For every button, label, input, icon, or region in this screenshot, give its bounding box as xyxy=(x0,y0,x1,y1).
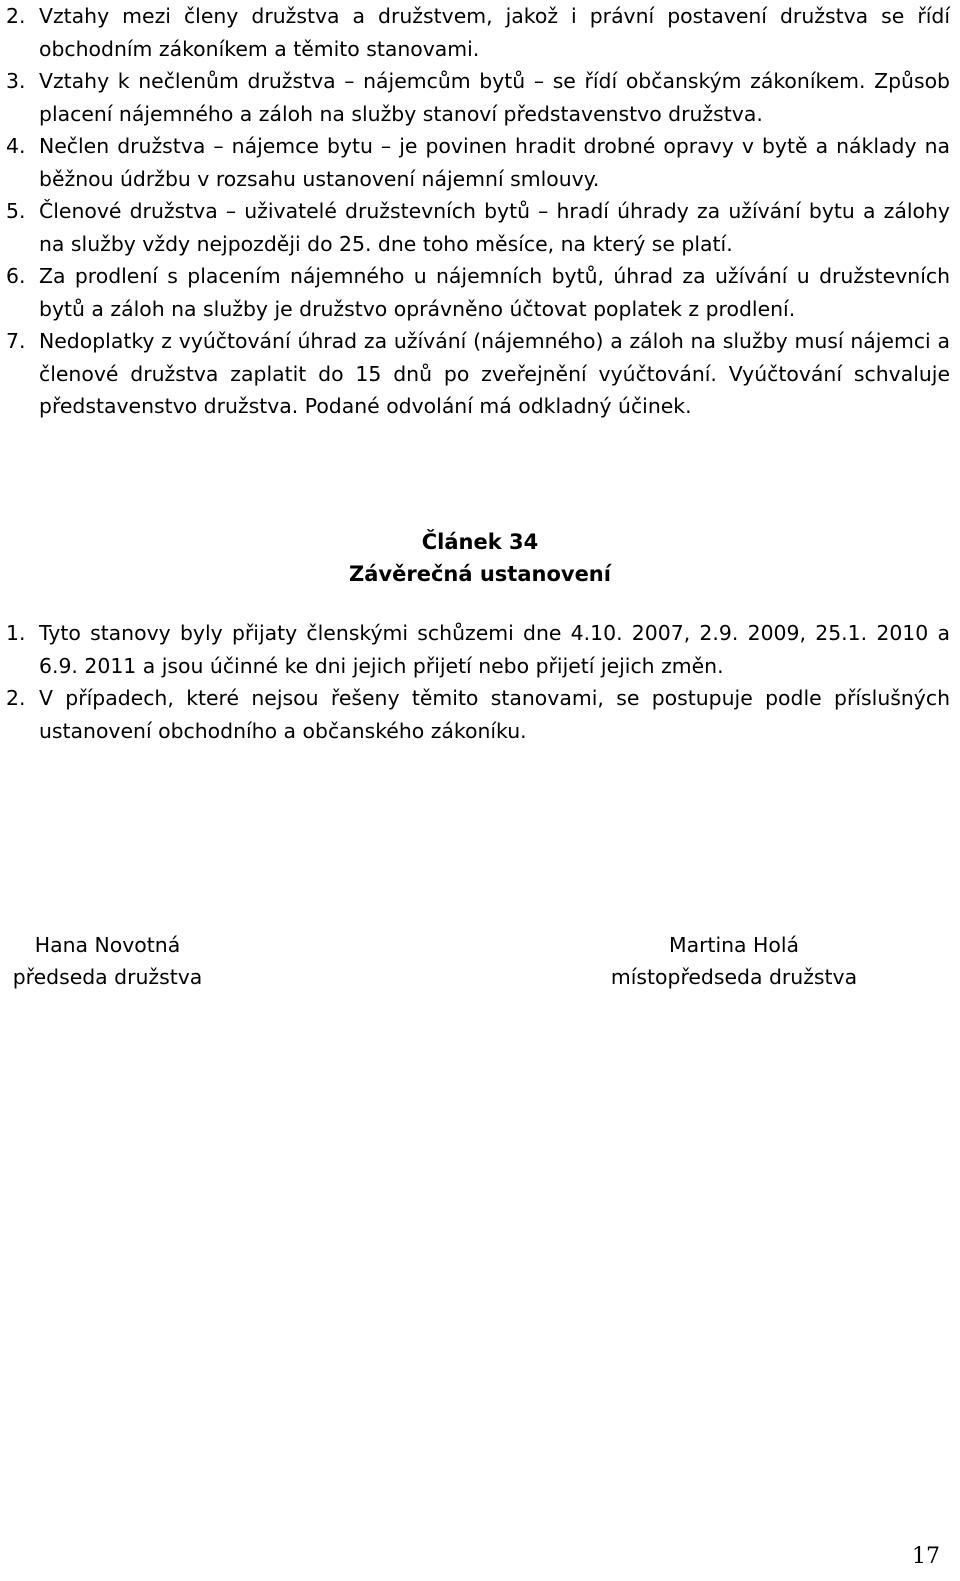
list-item xyxy=(6,130,950,195)
page-number: 17 xyxy=(912,1544,940,1569)
item-number: 5. xyxy=(6,199,26,223)
item-text: V případech, které nejsou řešeny těmito stanovami, se postupuje podle příslušných ustanovení obchodního a občanského zákoníku. xyxy=(39,686,950,743)
article-title: Závěrečná ustanovení xyxy=(349,562,611,586)
list-item xyxy=(6,65,950,130)
signatory-name: Hana Novotná xyxy=(34,933,181,957)
signature-left xyxy=(0,929,215,993)
item-text: Nedoplatky z vyúčtování úhrad za užívání (nájemného) a záloh na služby musí nájemci a členové družstva zaplatit do 15 dnů po zveřejnění vyúčtování. Vyúčtování schvaluje představenstvo družstva. Podané odvolání má odkladný účinek. xyxy=(39,329,950,418)
list-item xyxy=(6,260,950,325)
list-item xyxy=(6,682,950,747)
list-item xyxy=(6,325,950,423)
item-text: Vztahy mezi členy družstva a družstvem, jakož i právní postavení družstva se řídí obchodním zákoníkem a těmito stanovami. xyxy=(39,4,950,61)
list-item xyxy=(6,195,950,260)
article-number: Článek 34 xyxy=(421,530,539,554)
item-text: Vztahy k nečlenům družstva – nájemcům bytů – se řídí občanským zákoníkem. Způsob placení nájemného a záloh na služby stanoví představenstvo družstva. xyxy=(39,69,950,126)
signatory-role: místopředseda družstva xyxy=(610,965,858,989)
item-number: 3. xyxy=(6,69,26,93)
signatory-role: předseda družstva xyxy=(12,965,203,989)
item-text: Za prodlení s placením nájemného u nájemních bytů, úhrad za užívání u družstevních bytů a záloh na služby je družstvo oprávněno účtovat poplatek z prodlení. xyxy=(39,264,950,321)
list-item xyxy=(6,0,950,65)
paragraph-list-top xyxy=(6,0,950,423)
paragraph-list-bottom xyxy=(6,617,950,747)
item-number: 2. xyxy=(6,686,26,710)
signature-right xyxy=(592,929,876,993)
item-number: 7. xyxy=(6,329,26,353)
list-item xyxy=(6,617,950,682)
signatory-name: Martina Holá xyxy=(668,933,799,957)
item-number: 6. xyxy=(6,264,26,288)
item-number: 2. xyxy=(6,4,26,28)
item-text: Nečlen družstva – nájemce bytu – je povinen hradit drobné opravy v bytě a náklady na běžnou údržbu v rozsahu ustanovení nájemní smlouvy. xyxy=(39,134,950,191)
item-text: Členové družstva – uživatelé družstevních bytů – hradí úhrady za užívání bytu a zálohy na služby vždy nejpozději do 25. dne toho měsíce, na který se platí. xyxy=(39,199,950,256)
item-number: 4. xyxy=(6,134,26,158)
item-number: 1. xyxy=(6,621,26,645)
item-text: Tyto stanovy byly přijaty členskými schůzemi dne 4.10. 2007, 2.9. 2009, 25.1. 2010 a 6.9. 2011 a jsou účinné ke dni jejich přijetí nebo přijetí jejich změn. xyxy=(39,621,950,678)
